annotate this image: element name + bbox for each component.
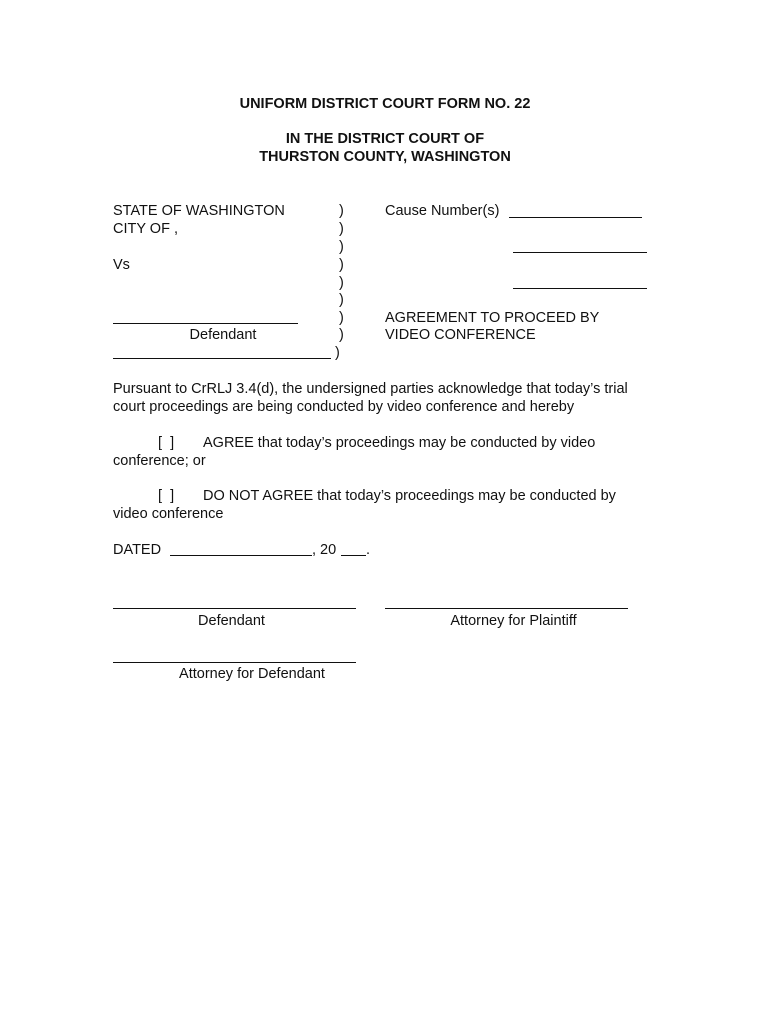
court-name-line2: THURSTON COUNTY, WASHINGTON [259,149,511,165]
caption-paren: ) [339,221,344,237]
plaintiff-line2: CITY OF , [113,221,178,237]
dated-end: . [366,542,371,558]
agree-text-line2: conference; or [113,453,206,469]
disagree-checkbox[interactable]: [ ] [158,488,175,504]
plaintiff-line1: STATE OF WASHINGTON [113,203,285,219]
intro-paragraph-line2: court proceedings are being conducted by video conference and hereby [113,399,575,415]
dated-blank[interactable] [170,555,312,556]
attorney-defendant-signature-line[interactable] [113,662,356,663]
dated-year-prefix: , 20 [312,542,337,558]
defendant-name-blank[interactable] [113,323,298,324]
intro-paragraph-line1: Pursuant to CrRLJ 3.4(d), the undersigned parties acknowledge that today’s trial [113,381,628,397]
caption-paren: ) [339,292,344,308]
caption-paren: ) [339,239,344,255]
attorney-plaintiff-signature-label: Attorney for Plaintiff [450,613,577,629]
dated-year-blank[interactable] [341,555,366,556]
cause-number-blank-2[interactable] [513,252,647,253]
caption-paren: ) [339,275,344,291]
attorney-defendant-signature-label: Attorney for Defendant [179,666,325,682]
document-title-line2: VIDEO CONFERENCE [385,327,536,343]
caption-paren: ) [339,203,344,219]
defendant-signature-line[interactable] [113,608,356,609]
court-name-line1: IN THE DISTRICT COURT OF [285,131,485,147]
cause-number-blank-3[interactable] [513,288,647,289]
caption-paren: ) [339,310,344,326]
disagree-text-line1: DO NOT AGREE that today’s proceedings may be conducted by [203,488,616,504]
cause-number-blank-1[interactable] [509,217,642,218]
defendant-signature-label: Defendant [198,613,265,629]
disagree-text-line2: video conference [113,506,224,522]
caption-paren: ) [339,257,344,273]
cause-number-label: Cause Number(s) [385,203,500,219]
document-title-line1: AGREEMENT TO PROCEED BY [385,310,600,326]
caption-paren: ) [335,345,340,361]
defendant-caption-label: Defendant [189,327,257,343]
attorney-plaintiff-signature-line[interactable] [385,608,628,609]
versus-label: Vs [113,257,130,273]
dated-label: DATED [113,542,162,558]
caption-paren: ) [339,327,344,343]
agree-text-line1: AGREE that today’s proceedings may be conducted by video [203,435,596,451]
caption-bottom-line [113,358,331,359]
agree-checkbox[interactable]: [ ] [158,435,175,451]
form-title: UNIFORM DISTRICT COURT FORM NO. 22 [239,96,531,112]
